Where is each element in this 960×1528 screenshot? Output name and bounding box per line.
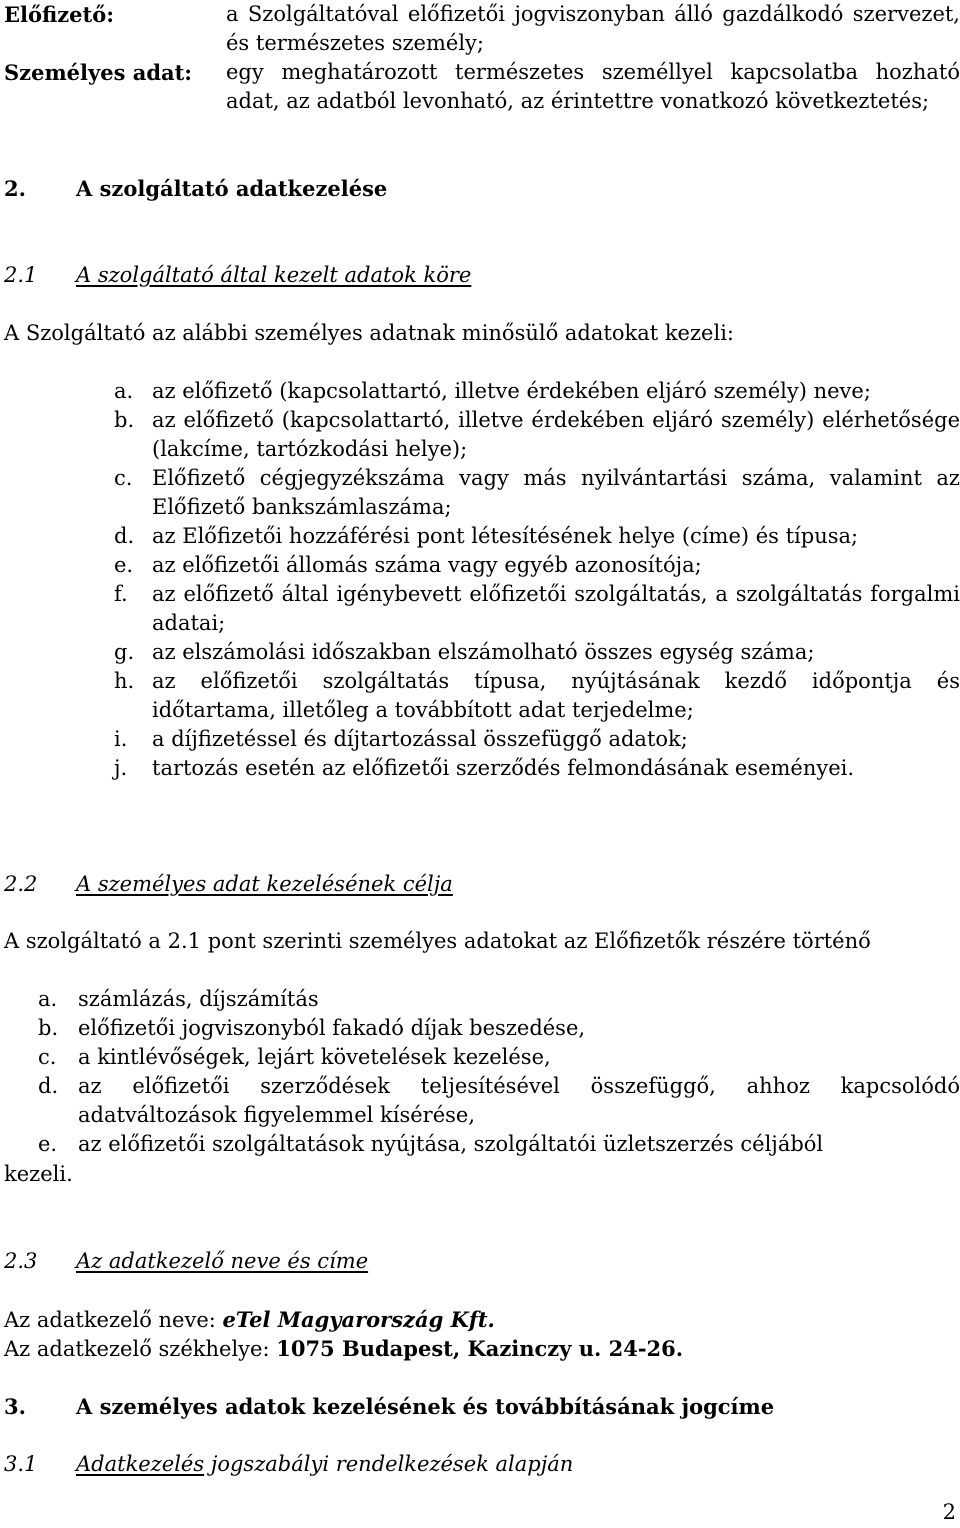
list-item	[38, 1014, 960, 1043]
definition-elofizeto	[4, 0, 960, 58]
section-2-2-intro: A szolgáltató a 2.1 pont szerinti személyes adatokat az Előfizetők részére történő	[4, 929, 871, 953]
list-marker: a.	[38, 987, 58, 1011]
subsection-heading-2-2	[4, 870, 453, 899]
subsection-number: 3.1	[4, 1452, 38, 1476]
definition-text: a Szolgáltatóval előfizetői jogviszonyban álló gazdálkodó szervezet, és természetes személy;	[226, 2, 960, 55]
list-marker: d.	[114, 524, 135, 548]
list-item-text: az előfizetői szerződések teljesítésével összefüggő, ahhoz kapcsolódó adatváltozások figyelemmel kísérése,	[78, 1074, 960, 1127]
list-item	[114, 580, 960, 638]
list-item	[38, 985, 960, 1014]
definition-text: egy meghatározott természetes személlyel kapcsolatba hozható adat, az adatból levonható, az érintettre vonatkozó következtetés;	[226, 60, 960, 113]
section-2-1-intro: A Szolgáltató az alábbi személyes adatnak minősülő adatokat kezeli:	[4, 321, 734, 345]
list-marker: d.	[38, 1074, 59, 1098]
list-item-text: az előfizető (kapcsolattartó, illetve érdekében eljáró személy) elérhetősége (lakcíme, tartózkodási helye);	[152, 408, 960, 461]
list-marker: b.	[114, 408, 135, 432]
list-item	[114, 667, 960, 725]
list-marker: b.	[38, 1016, 59, 1040]
list-item-text: előfizetői jogviszonyból fakadó díjak beszedése,	[78, 1016, 586, 1040]
list-item	[38, 1072, 960, 1130]
list-marker: e.	[114, 553, 134, 577]
list-marker: c.	[38, 1045, 57, 1069]
list-item	[38, 1130, 960, 1159]
list-item	[114, 406, 960, 464]
subsection-number: 2.3	[4, 1249, 38, 1273]
list-marker: i.	[114, 727, 128, 751]
subsection-title: A szolgáltató által kezelt adatok köre	[76, 263, 472, 287]
definition-term: Előfizető:	[4, 2, 115, 27]
section-2-2-outro: kezeli.	[4, 1162, 73, 1186]
definition-term: Személyes adat:	[4, 60, 193, 85]
page-number: 2	[942, 1500, 956, 1524]
list-item-text: Előfizető cégjegyzékszáma vagy más nyilvántartási száma, valamint az Előfizető bankszámlaszáma;	[152, 466, 960, 519]
controller-name-line	[4, 1305, 495, 1335]
list-marker: j.	[114, 756, 128, 780]
controller-seat-value: 1075 Budapest, Kazinczy u. 24-26.	[276, 1336, 684, 1361]
list-item-text: az előfizetői szolgáltatások nyújtása, szolgáltatói üzletszerzés céljából	[78, 1132, 824, 1156]
list-marker: e.	[38, 1132, 58, 1156]
subsection-heading-2-3	[4, 1247, 368, 1276]
subsection-title: Az adatkezelő neve és címe	[76, 1249, 369, 1273]
list-item	[38, 1043, 960, 1072]
list-marker: h.	[114, 669, 135, 693]
list-item	[114, 725, 960, 754]
controller-seat-label: Az adatkezelő székhelye:	[4, 1337, 277, 1361]
definition-szemelyes-adat	[4, 58, 960, 116]
list-item	[114, 377, 960, 406]
list-item	[114, 638, 960, 667]
list-marker: f.	[114, 582, 128, 606]
purpose-list	[38, 985, 960, 1159]
list-item-text: az előfizetői szolgáltatás típusa, nyújtásának kezdő időpontja és időtartama, illetőleg a továbbított adat terjedelme;	[152, 669, 960, 722]
data-list	[114, 377, 960, 783]
list-marker: g.	[114, 640, 135, 664]
subsection-title-underlined: Adatkezelés	[76, 1452, 205, 1476]
controller-name-label: Az adatkezelő neve:	[4, 1308, 223, 1332]
subsection-heading-3-1	[4, 1450, 573, 1479]
list-item	[114, 754, 960, 783]
controller-seat-line	[4, 1334, 683, 1364]
list-item-text: tartozás esetén az előfizetői szerződés felmondásának eseményei.	[152, 756, 855, 780]
list-item	[114, 551, 960, 580]
subsection-heading-2-1	[4, 261, 471, 290]
list-item-text: az előfizetői állomás száma vagy egyéb azonosítója;	[152, 553, 702, 577]
section-heading-3	[4, 1392, 774, 1421]
list-item-text: számlázás, díjszámítás	[78, 987, 319, 1011]
subsection-number: 2.1	[4, 263, 38, 287]
section-title: A személyes adatok kezelésének és továbbításának jogcíme	[76, 1394, 775, 1419]
list-item-text: az előfizető által igénybevett előfizetői szolgáltatás, a szolgáltatás forgalmi adatai;	[152, 582, 960, 635]
list-item	[114, 464, 960, 522]
controller-name-value: eTel Magyarország Kft.	[222, 1307, 495, 1332]
list-item-text: a díjfizetéssel és díjtartozással összefüggő adatok;	[152, 727, 688, 751]
subsection-title-rest: jogszabályi rendelkezések alapján	[204, 1452, 574, 1476]
list-item-text: az előfizető (kapcsolattartó, illetve érdekében eljáró személy) neve;	[152, 379, 871, 403]
list-item-text: a kintlévőségek, lejárt követelések kezelése,	[78, 1045, 551, 1069]
list-marker: c.	[114, 466, 133, 490]
section-number: 3.	[4, 1394, 26, 1419]
subsection-title: A személyes adat kezelésének célja	[76, 872, 453, 896]
list-item	[114, 522, 960, 551]
section-number: 2.	[4, 176, 26, 201]
list-item-text: az Előfizetői hozzáférési pont létesítésének helye (címe) és típusa;	[152, 524, 859, 548]
list-marker: a.	[114, 379, 134, 403]
subsection-number: 2.2	[4, 872, 38, 896]
section-heading-2	[4, 174, 387, 203]
list-item-text: az elszámolási időszakban elszámolható összes egység száma;	[152, 640, 815, 664]
section-title: A szolgáltató adatkezelése	[76, 176, 388, 201]
